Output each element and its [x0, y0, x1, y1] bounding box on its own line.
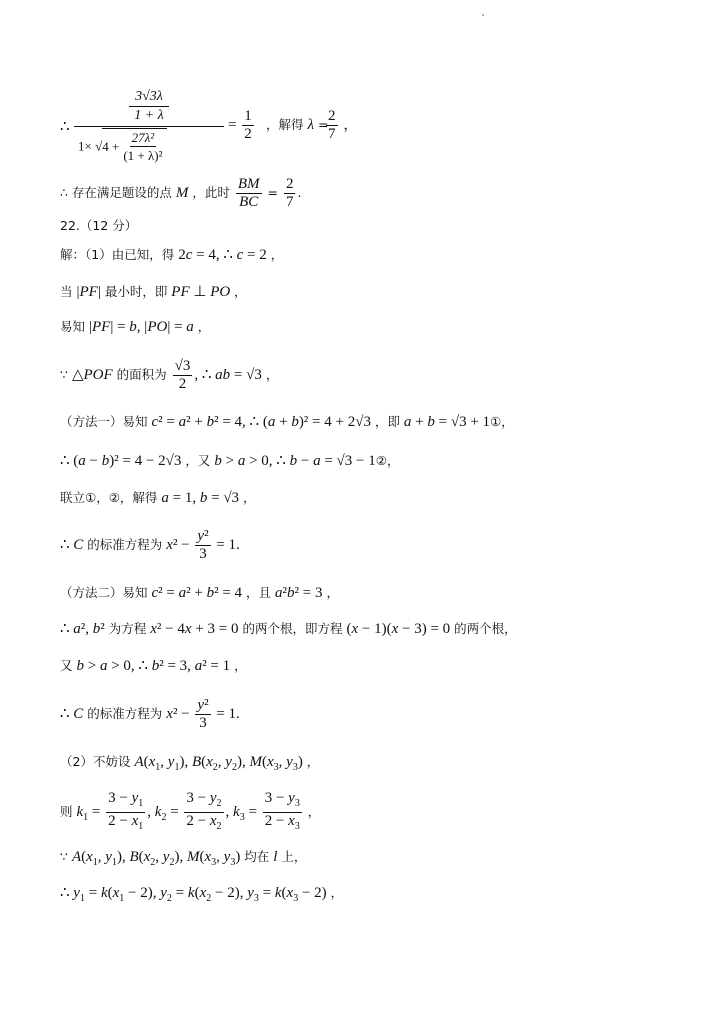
compound-fraction: 3√3λ 1 + λ 1× √4 + $\frac{\text{27λ²}}{\text{(1 + λ)²}}$ [74, 88, 224, 164]
line-4: 解：（1）由已知，得 2c = 4, ∴ c = 2 ， [60, 247, 284, 263]
line-16: （2）不妨设 $A(x_1$, $y_1$), $B(x_2$, $y_2$), $M(x_3$, $y_3$) ， [60, 754, 320, 773]
line-19: ∴ $y_1 = k(x_1 - 2)$, $y_2 = k(x_2 - 2)$, $y_3 = k(x_3 - 2)$ ， [60, 885, 344, 904]
line-8: （方法一）易知 c² = a² + b² = 4, ∴ (a + b)² = 4 + 2√3 ，即 a + b = √3 + 1①， [60, 414, 514, 430]
line-10: 联立①，②，解得 a = 1, b = √3 ， [60, 490, 256, 506]
line-15: ∴ C 的标准方程为 x² − $\frac{\text{y²}}{3}$ = 1. [60, 697, 240, 731]
line-13: ∴ a², b² 为方程 x² − 4x + 3 = 0 的两个根，即方程 (x − 1)(x − 3) = 0 的两个根， [60, 621, 517, 637]
header-dot [482, 14, 484, 16]
line-18: ∵ $A(x_1$, $y_1$), $B(x_2$, $y_2$), $M(x_3$, $y_3$) 均在 l 上， [60, 849, 307, 868]
line-2: ∴ 存在满足题设的点 M ，此时 $\frac{BM}{BC}$ = $\frac{2}{7}$ . [60, 176, 302, 210]
line-7: ∵ △POF 的面积为 $\frac{√3}{2}$ , ∴ ab = √3 ， [60, 358, 279, 392]
line-11: ∴ C 的标准方程为 x² − $\frac{\text{y²}}{3}$ = 1. [60, 528, 240, 562]
line-5: 当 |PF| 最小时，即 PF ⊥ PO ， [60, 284, 247, 300]
line-12: （方法二）易知 c² = a² + b² = 4 ，且 a²b² = 3 ， [60, 585, 339, 601]
line-3-question-number: 22.（12 分） [60, 218, 138, 233]
line-9: ∴ (a − b)² = 4 − 2√3 ，又 b > a > 0, ∴ b − a = √3 − 1②， [60, 453, 400, 469]
line-14: 又 b > a > 0, ∴ b² = 3, a² = 1 ， [60, 658, 247, 674]
line-6: 易知 |PF| = b, |PO| = a ， [60, 319, 211, 335]
line-17: 则 $k_1$ = $\frac{3 - y_1}{2 - x_1}$ , $k_2$ = $\frac{3 - y_2}{2 - x_2}$ , $k_3$ = $\frac{3 - y_3}{2 - x_3}$ ， [60, 790, 321, 832]
